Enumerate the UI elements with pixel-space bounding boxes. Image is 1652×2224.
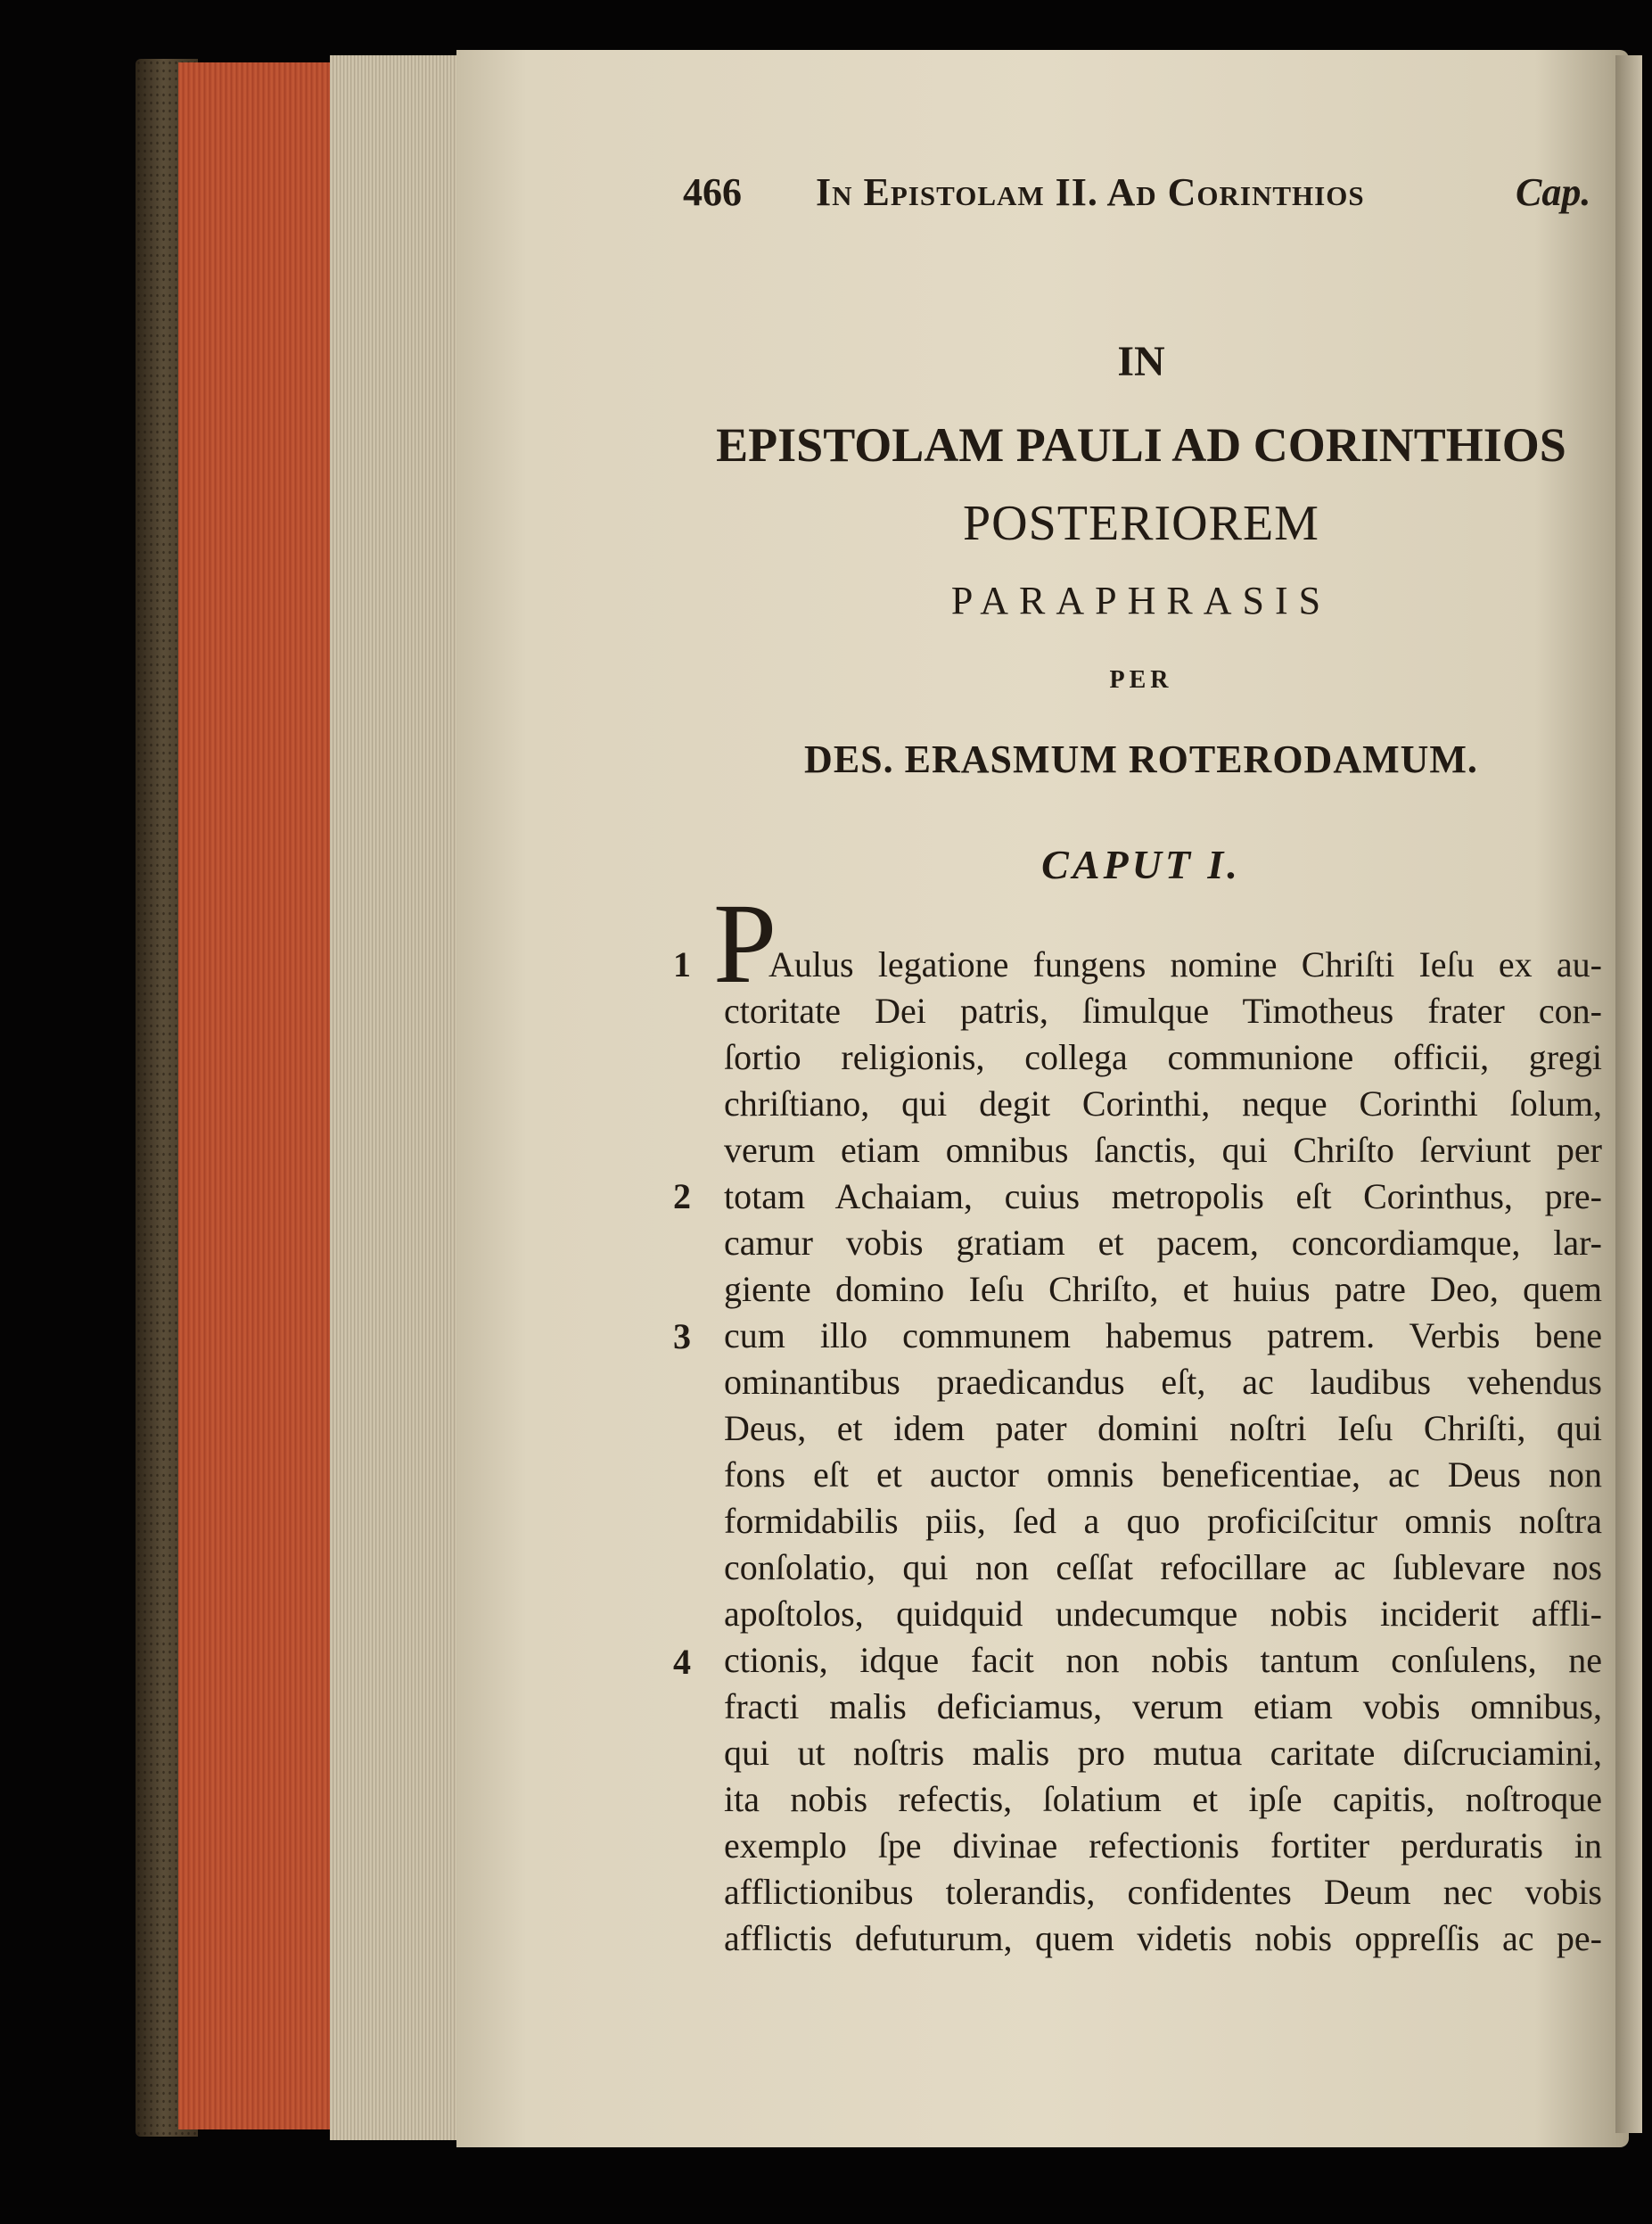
body-line: apoſtolos, quidquid undecumque nobis inciderit affli- bbox=[724, 1594, 1602, 1634]
body-line: fracti malis deficiamus, verum etiam vobis omnibus, bbox=[724, 1686, 1602, 1726]
body-line: camur vobis gratiam et pacem, concordiamque, lar- bbox=[724, 1223, 1602, 1263]
title-line-3: POSTERIOREM bbox=[963, 496, 1319, 551]
body-line: exemplo ſpe divinae refectionis fortiter perduratis in bbox=[724, 1825, 1602, 1866]
body-line: afflictionibus tolerandis, confidentes Deum nec vobis bbox=[724, 1872, 1602, 1912]
body-line: formidabilis piis, ſed a quo proficiſcitur omnis noſtra bbox=[724, 1501, 1602, 1541]
body-line: cum illo communem habemus patrem. Verbis bene bbox=[724, 1315, 1602, 1355]
page-number: 466 bbox=[683, 170, 742, 214]
body-line: fons eſt et auctor omnis beneficentiae, ac Deus non bbox=[724, 1454, 1602, 1495]
chapter-abbrev: Cap. bbox=[1516, 170, 1591, 214]
body-line: Aulus legatione fungens nomine Chriſti Ieſu ex au- bbox=[768, 944, 1602, 984]
page-edges bbox=[330, 55, 464, 2140]
facing-page-edge bbox=[1615, 55, 1642, 2133]
running-head: In Epistolam II. Ad Corinthios bbox=[816, 170, 1365, 214]
body-line: totam Achaiam, cuius metropolis eſt Corinthus, pre- bbox=[724, 1176, 1602, 1216]
chapter-heading: CAPUT I. bbox=[1041, 842, 1241, 887]
red-page-edges bbox=[178, 62, 330, 2129]
verse-number-3: 3 bbox=[673, 1316, 691, 1356]
body-line: conſolatio, qui non ceſſat refocillare ac ſublevare nos bbox=[724, 1547, 1602, 1587]
body-line: giente domino Ieſu Chriſto, et huius patre Deo, quem bbox=[724, 1269, 1602, 1309]
body-line: ctoritate Dei patris, ſimulque Timotheus frater con- bbox=[724, 991, 1602, 1031]
body-line: ominantibus praedicandus eſt, ac laudibus vehendus bbox=[724, 1362, 1602, 1402]
title-line-4: PARAPHRASIS bbox=[950, 579, 1332, 622]
body-line: qui ut noſtris malis pro mutua caritate diſcruciamini, bbox=[724, 1733, 1602, 1773]
verse-number-4: 4 bbox=[673, 1642, 691, 1682]
title-line-6: DES. ERASMUM ROTERODAMUM. bbox=[804, 737, 1478, 781]
body-line: Deus, et idem pater domini noſtri Ieſu Chriſti, qui bbox=[724, 1408, 1602, 1448]
verse-number-1: 1 bbox=[673, 944, 691, 984]
drop-cap: P bbox=[713, 880, 777, 1007]
body-line: chriſtiano, qui degit Corinthi, neque Corinthi ſolum, bbox=[724, 1083, 1602, 1124]
title-line-5: PER bbox=[1109, 666, 1173, 694]
verse-number-2: 2 bbox=[673, 1176, 691, 1216]
body-line: afflictis defuturum, quem videtis nobis oppreſſis ac pe- bbox=[724, 1918, 1602, 1958]
title-line-2: EPISTOLAM PAULI AD CORINTHIOS bbox=[716, 418, 1566, 472]
body-line: ctionis, idque facit non nobis tantum conſulens, ne bbox=[724, 1640, 1602, 1680]
title-line-1: IN bbox=[1117, 338, 1165, 385]
body-line: ſortio religionis, collega communione officii, gregi bbox=[724, 1037, 1602, 1077]
body-line: verum etiam omnibus ſanctis, qui Chriſto ſerviunt per bbox=[724, 1130, 1602, 1170]
body-line: ita nobis refectis, ſolatium et ipſe capitis, noſtroque bbox=[724, 1779, 1602, 1819]
